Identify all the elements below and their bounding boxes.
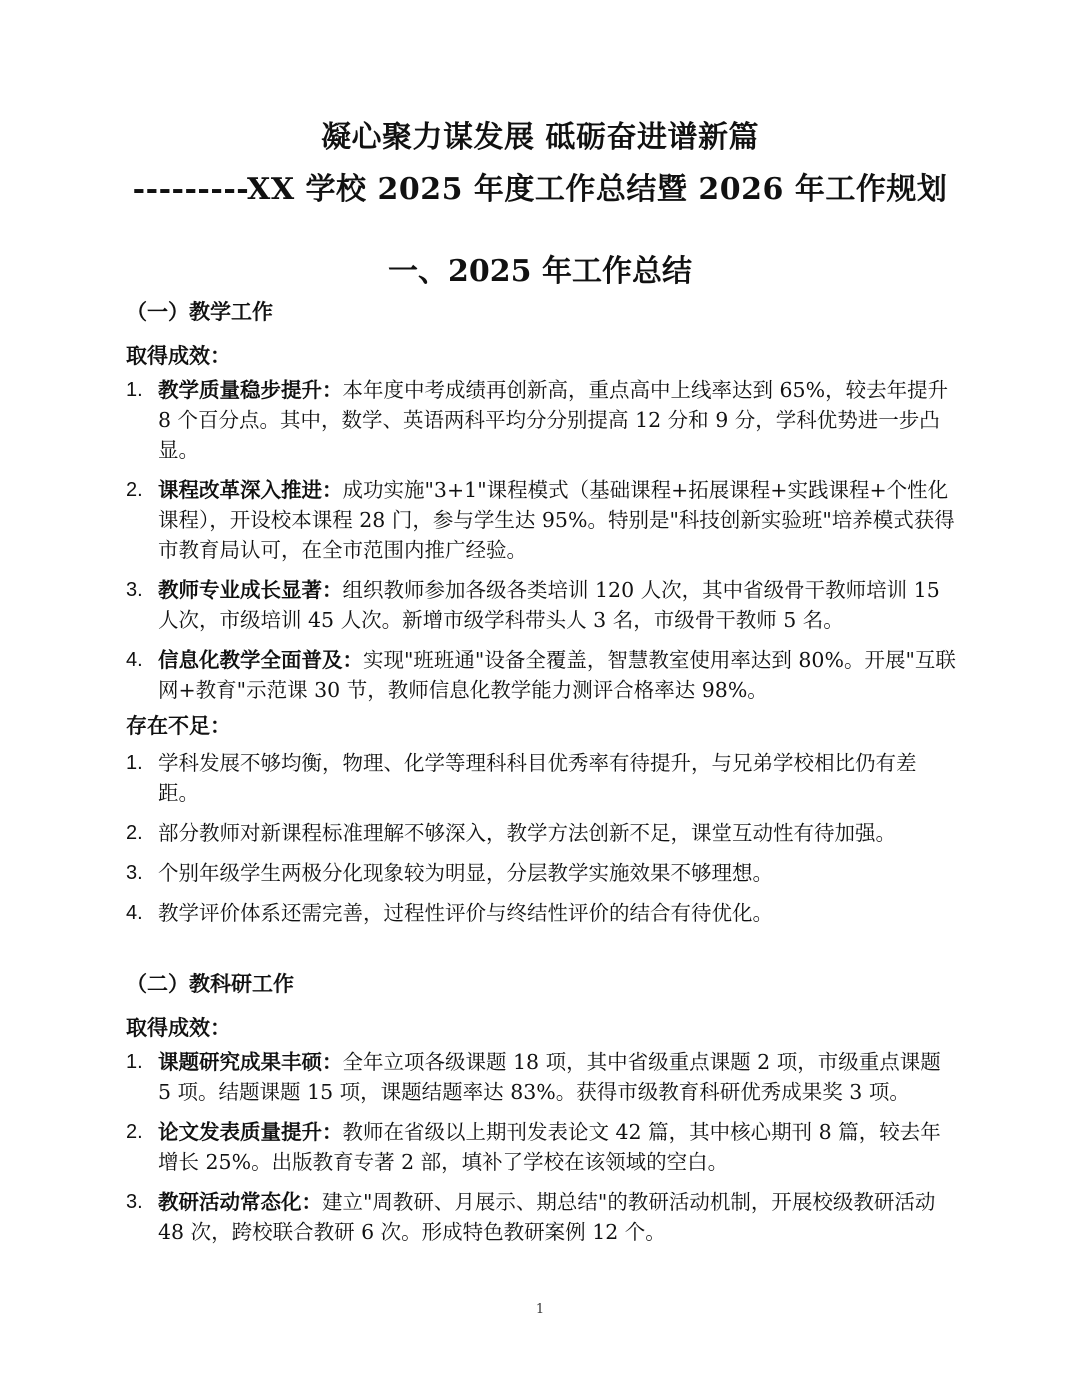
item-text: 实现"班班通"设备全覆盖，智慧教室使用率达到 80%。开展"互联网+教育"示范课 30 节，教师信息化教学能力测评合格率达 98%。 [158,648,956,702]
research-achievements-label: 取得成效： [126,1015,231,1040]
item-text: 个别年级学生两极分化现象较为明显，分层教学实施效果不够理想。 [158,861,773,885]
list-item [126,1187,956,1247]
item-lead: 教研活动常态化： [158,1190,322,1214]
list-item [126,898,956,928]
subsection-heading-teaching: （一）教学工作 [126,299,273,324]
teaching-shortcomings-list [126,748,956,938]
item-lead: 信息化教学全面普及： [158,648,363,672]
document-subtitle: ---------XX 学校 2025 年度工作总结暨 2026 年工作规划 [132,172,948,207]
list-item [126,645,956,705]
item-text: 学科发展不够均衡，物理、化学等理科科目优秀率有待提升，与兄弟学校相比仍有差距。 [158,751,917,805]
item-text: 全年立项各级课题 18 项，其中省级重点课题 2 项，市级重点课题 5 项。结题课题 15 项，课题结题率达 83%。获得市级教育科研优秀成果奖 3 项。 [158,1050,941,1104]
item-lead: 课题研究成果丰硕： [158,1050,343,1074]
list-number: 4. [126,649,143,671]
research-achievements-list [126,1047,956,1257]
item-lead: 教学质量稳步提升： [158,378,343,402]
item-text: 教师在省级以上期刊发表论文 42 篇，其中核心期刊 8 篇，较去年增长 25%。出版教育专著 2 部，填补了学校在该领域的空白。 [158,1120,941,1174]
item-lead: 教师专业成长显著： [158,578,343,602]
teaching-achievements-list [126,375,956,715]
document-title: 凝心聚力谋发展 砥砺奋进谱新篇 [321,120,759,155]
list-number: 3. [126,579,143,601]
item-text: 本年度中考成绩再创新高，重点高中上线率达到 65%，较去年提升 8 个百分点。其中，数学、英语两科平均分分别提高 12 分和 9 分，学科优势进一步凸显。 [158,378,949,462]
item-text: 成功实施"3+1"课程模式（基础课程+拓展课程+实践课程+个性化课程），开设校本课程 28 门，参与学生达 95%。特别是"科技创新实验班"培养模式获得市教育局认可，在全市范围内推广经验。 [158,478,955,562]
list-number: 1. [126,1051,143,1073]
page-number: 1 [535,1302,545,1317]
list-number: 4. [126,902,143,924]
list-number: 1. [126,752,143,774]
item-text: 教学评价体系还需完善，过程性评价与终结性评价的结合有待优化。 [158,901,773,925]
item-text: 部分教师对新课程标准理解不够深入，教学方法创新不足，课堂互动性有待加强。 [158,821,896,845]
list-number: 3. [126,862,143,884]
list-item [126,475,956,565]
achievements-label: 取得成效： [126,343,231,368]
list-item [126,1047,956,1107]
list-item [126,375,956,465]
list-item [126,575,956,635]
list-item [126,858,956,888]
list-item [126,748,956,808]
list-number: 2. [126,822,143,844]
list-item [126,1117,956,1177]
item-lead: 论文发表质量提升： [158,1120,343,1144]
list-number: 1. [126,379,143,401]
subsection-heading-research: （二）教科研工作 [126,971,294,996]
section-heading: 一、2025 年工作总结 [388,254,692,289]
item-text: 建立"周教研、月展示、期总结"的教研活动机制，开展校级教研活动 48 次，跨校联合教研 6 次。形成特色教研案例 12 个。 [158,1190,936,1244]
item-lead: 课程改革深入推进： [158,478,343,502]
list-number: 2. [126,1121,143,1143]
item-text: 组织教师参加各级各类培训 120 人次，其中省级骨干教师培训 15 人次，市级培训 45 人次。新增市级学科带头人 3 名，市级骨干教师 5 名。 [158,578,940,632]
shortcomings-label: 存在不足： [126,713,231,738]
list-number: 2. [126,479,143,501]
list-number: 3. [126,1191,143,1213]
list-item [126,818,956,848]
